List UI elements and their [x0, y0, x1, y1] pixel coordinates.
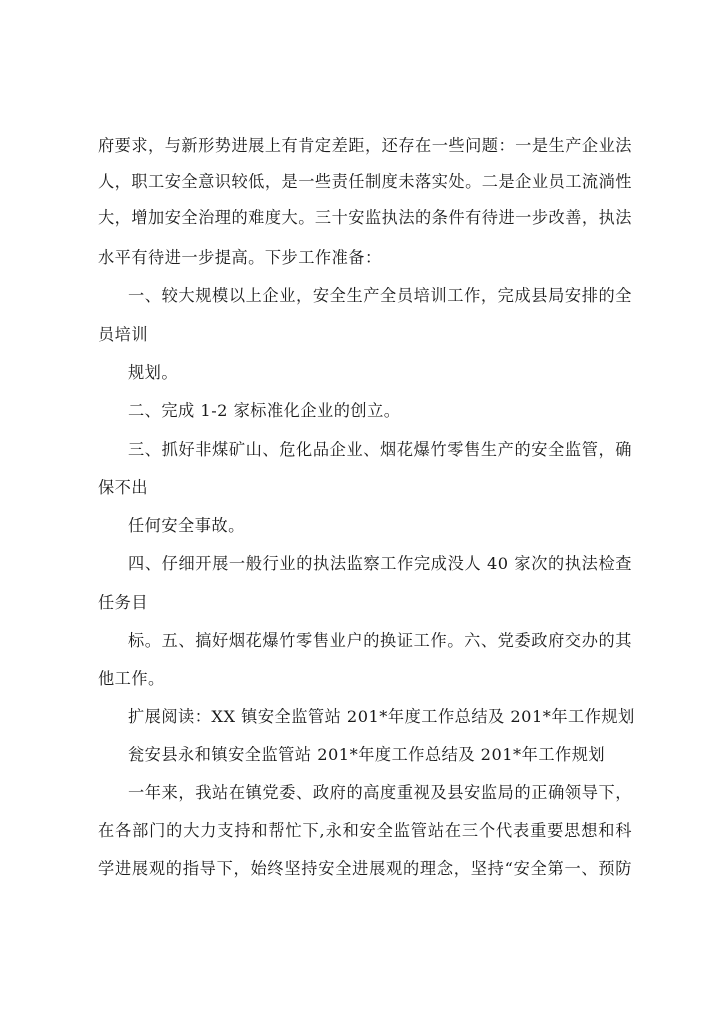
- text-line: 保不出: [98, 478, 149, 497]
- text-line: 他工作。: [98, 669, 165, 688]
- text-line: 府要求，与新形势进展上有肯定差距，还存在一些问题：一是生产企业法: [98, 136, 632, 155]
- extended-reading-heading: 扩展阅读：XX 镇安全监管站 201*年度工作总结及 201*年工作规划: [128, 707, 635, 726]
- paragraph-line: 一年来，我站在镇党委、政府的高度重视及县安监局的正确领导下，: [128, 783, 632, 802]
- text-line: 员培训: [98, 325, 149, 344]
- paragraph-line: 四、仔细开展一般行业的执法监察工作完成没人 40 家次的执法检查: [128, 554, 632, 573]
- text-line: 水平有待进一步提高。下步工作准备：: [98, 248, 382, 267]
- text-line: 任务目: [98, 593, 149, 612]
- paragraph-line: 二、完成 1-2 家标准化企业的创立。: [128, 401, 401, 420]
- text-line: 学进展观的指导下，始终坚持安全进展观的理念，坚持“安全第一、预防: [98, 859, 632, 878]
- paragraph-line: 标。五、搞好烟花爆竹零售业户的换证工作。六、党委政府交办的其: [128, 631, 632, 650]
- text-line: 在各部门的大力支持和帮忙下,永和安全监管站在三个代表重要思想和科: [98, 821, 632, 840]
- text-line: 大，增加安全治理的难度大。三十安监执法的条件有待进一步改善，执法: [98, 208, 632, 227]
- paragraph-line: 一、较大规模以上企业，安全生产全员培训工作，完成县局安排的全: [128, 286, 632, 305]
- text-line: 规划。: [128, 363, 179, 382]
- paragraph-line: 三、抓好非煤矿山、危化品企业、烟花爆竹零售生产的安全监管，确: [128, 440, 632, 459]
- document-title: 瓮安县永和镇安全监管站 201*年度工作总结及 201*年工作规划: [128, 745, 606, 764]
- text-line: 人，职工安全意识较低，是一些责任制度未落实处。二是企业员工流淌性: [98, 172, 632, 191]
- text-line: 任何安全事故。: [128, 516, 245, 535]
